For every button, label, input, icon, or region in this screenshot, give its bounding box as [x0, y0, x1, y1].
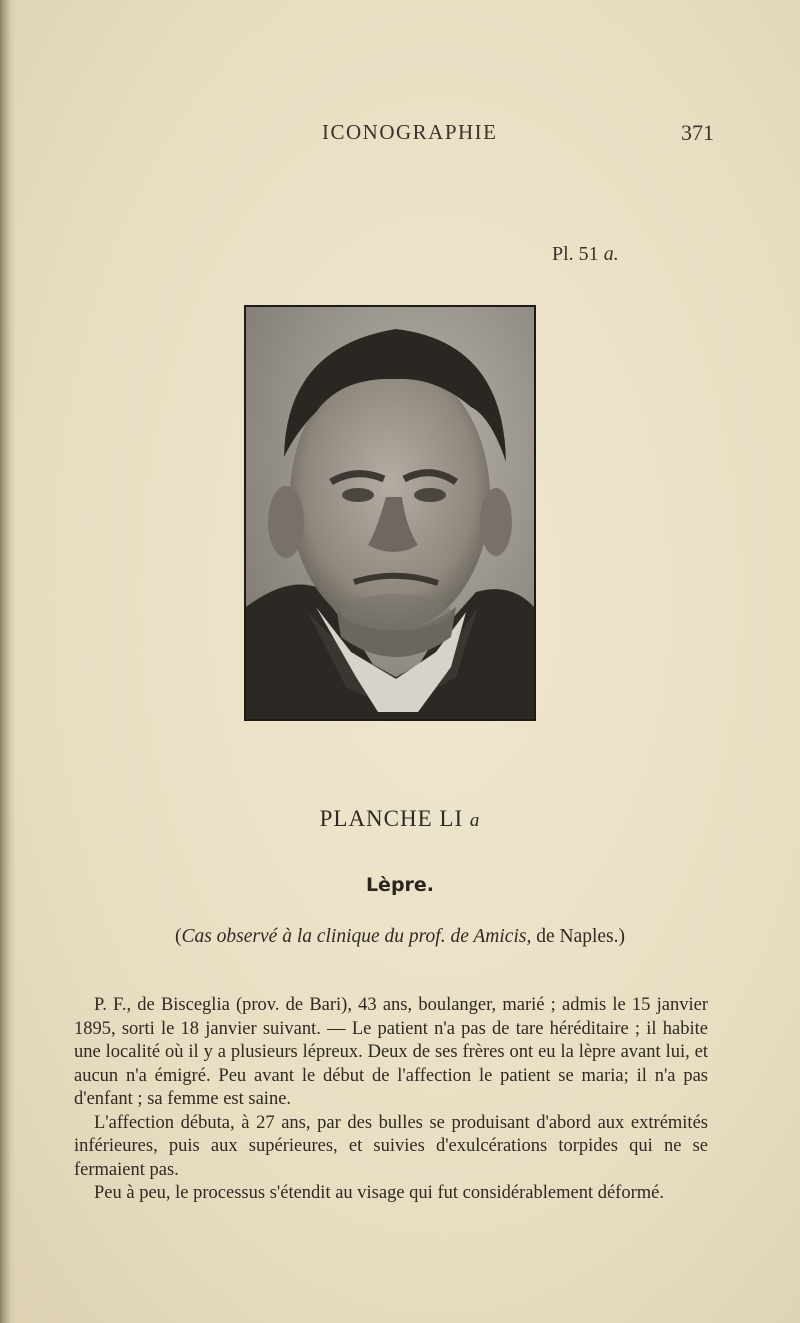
case-description — [74, 994, 708, 1206]
left-eye — [342, 488, 374, 502]
plate-title — [0, 806, 800, 832]
portrait-photograph — [244, 305, 536, 721]
header-title: ICONOGRAPHIE — [322, 120, 498, 144]
plate-title-suffix: a — [469, 810, 481, 831]
paragraph-history: P. F., de Bisceglia (prov. de Bari), 43 ans, boulanger, marié ; admis le 15 janvier 1895, sorti le 18 janvier suivant. — Le patient n'a pas de tare héréditaire ; il habite une localité où il y a plusieurs lépreux. Deux de ses frères ont eu la lèpre avant lui, et aucun n'a émigré. Peu avant le début de l'affection le patient se maria; il n'a pas d'enfant ; sa femme est saine. — [74, 995, 708, 1109]
portrait-photograph-icon — [246, 307, 534, 719]
paragraph-onset: L'affection débuta, à 27 ans, par des bulles se produisant d'abord aux extrémités inférieures, puis aux supérieures, et suivies d'exulcérations torpides qui ne se fermaient pas. — [74, 1112, 708, 1180]
case-source-clinic: Cas observé à la clinique du prof. de Amicis, — [181, 926, 532, 947]
case-source-city: de Naples.) — [531, 926, 626, 947]
running-header — [0, 120, 800, 150]
book-binding-edge — [0, 0, 16, 1323]
case-source — [0, 926, 800, 948]
plate-reference — [552, 243, 619, 266]
plate-title-main: PLANCHE LI — [319, 806, 464, 831]
plate-reference-suffix: a. — [603, 243, 619, 265]
case-source-open: ( — [174, 926, 182, 947]
right-ear — [480, 488, 512, 556]
paragraph-progression: Peu à peu, le processus s'étendit au visage qui fut considérablement déformé. — [94, 1183, 664, 1203]
beard-stubble — [341, 594, 451, 630]
left-ear — [268, 486, 304, 558]
plate-reference-number: Pl. 51 — [552, 243, 599, 265]
page-number: 371 — [681, 120, 714, 145]
disease-title: Lèpre. — [365, 874, 435, 896]
right-eye — [414, 488, 446, 502]
